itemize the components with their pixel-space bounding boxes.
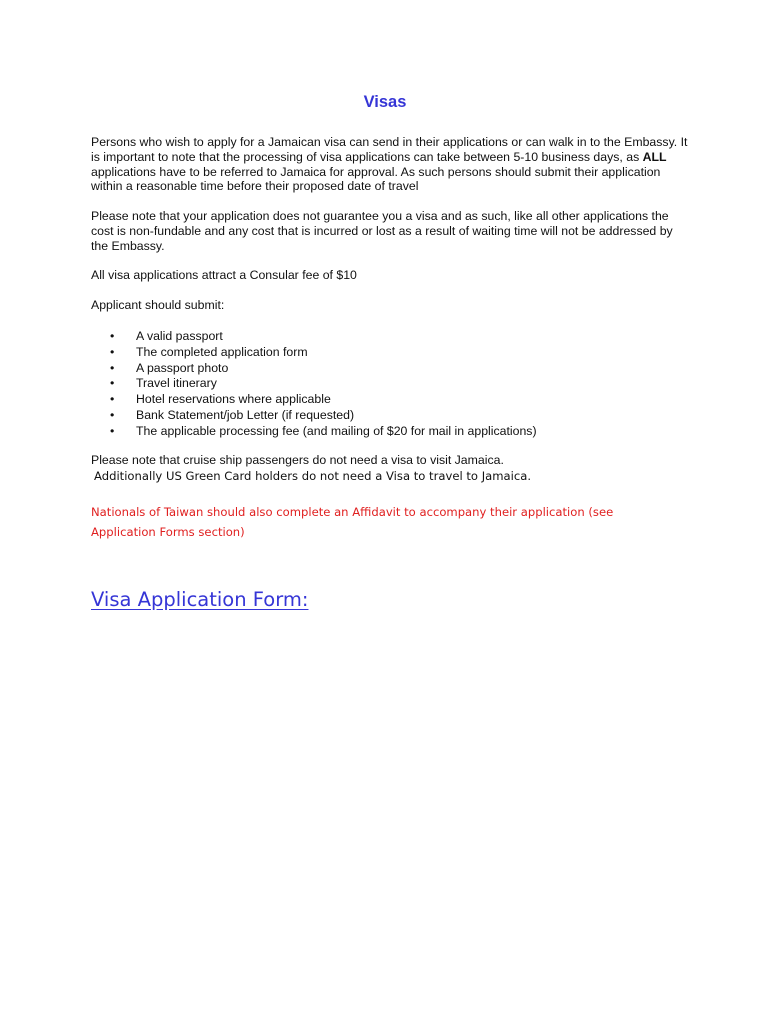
list-item bbox=[91, 329, 691, 345]
intro-paragraph bbox=[91, 135, 691, 194]
list-item-text: Bank Statement/job Letter (if requested) bbox=[136, 407, 355, 422]
list-item bbox=[91, 361, 691, 377]
list-item-text: The completed application form bbox=[136, 344, 308, 359]
requirements-list bbox=[91, 329, 691, 440]
intro-text-start: Persons who wish to apply for a Jamaican visa can send in their applications or can walk in to the Embassy. It is important to note that the processing of visa applications can take between 5-10 business days, as bbox=[91, 135, 688, 164]
list-item bbox=[91, 376, 691, 392]
submit-heading: Applicant should submit: bbox=[91, 298, 225, 312]
page-title: Visas bbox=[363, 93, 407, 111]
list-item bbox=[91, 345, 691, 361]
fee-note: All visa applications attract a Consular fee of $10 bbox=[91, 268, 357, 282]
bullet-icon: • bbox=[110, 360, 115, 375]
list-item-text: A valid passport bbox=[136, 329, 223, 343]
list-item-text: The applicable processing fee (and mailing of $20 for mail in applications) bbox=[136, 423, 537, 438]
bullet-icon: • bbox=[110, 407, 115, 422]
list-item-text: Travel itinerary bbox=[136, 376, 217, 391]
cruise-note: Please note that cruise ship passengers do not need a visa to visit Jamaica. bbox=[91, 453, 504, 467]
list-item bbox=[91, 392, 691, 408]
bullet-icon: • bbox=[110, 376, 115, 391]
list-item bbox=[91, 424, 691, 440]
bullet-icon: • bbox=[110, 344, 115, 359]
visa-application-form-link[interactable]: Visa Application Form: bbox=[91, 588, 309, 611]
list-item-text: Hotel reservations where applicable bbox=[136, 392, 331, 407]
bullet-icon: • bbox=[110, 392, 115, 407]
bullet-icon: • bbox=[110, 423, 115, 438]
list-item bbox=[91, 408, 691, 424]
taiwan-note: Nationals of Taiwan should also complete an Affidavit to accompany their application (see Application Forms section) bbox=[91, 505, 614, 539]
intro-bold-all: ALL bbox=[642, 149, 667, 164]
disclaimer-paragraph: Please note that your application does not guarantee you a visa and as such, like all other applications the cost is non-fundable and any cost that is incurred or lost as a result of waiting time will not be addressed by the Embassy. bbox=[91, 209, 673, 253]
bullet-icon: • bbox=[110, 329, 115, 343]
intro-text-end: applications have to be referred to Jamaica for approval. As such persons should submit their application within a reasonable time before their proposed date of travel bbox=[91, 164, 661, 194]
list-item-text: A passport photo bbox=[136, 360, 229, 375]
green-card-note: Additionally US Green Card holders do not need a Visa to travel to Jamaica. bbox=[94, 469, 532, 483]
